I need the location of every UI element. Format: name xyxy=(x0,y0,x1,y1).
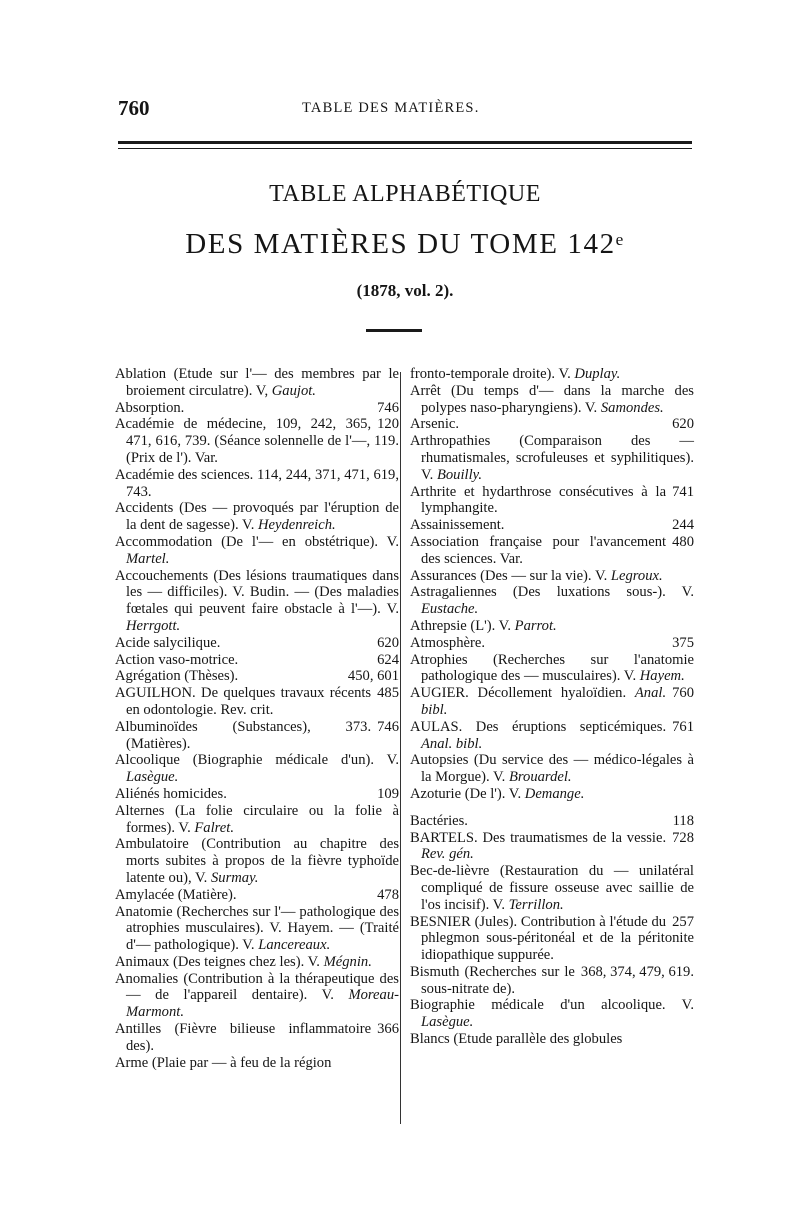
entry-text: Bec-de-lièvre (Restauration du — unilatéral compliqué de fissure osseuse avec saillie de l'os incisif). V. xyxy=(410,863,694,913)
index-entry xyxy=(410,652,694,686)
index-entry xyxy=(410,635,694,652)
title-line-1: TABLE ALPHABÉTIQUE xyxy=(269,181,541,207)
index-entry xyxy=(115,887,399,904)
index-entry xyxy=(410,534,694,568)
entry-page-ref: 118 xyxy=(672,812,694,829)
index-entry xyxy=(410,584,694,618)
index-entry xyxy=(115,836,399,886)
index-entry xyxy=(410,786,694,803)
index-entry xyxy=(115,685,399,719)
entry-text: Alcoolique (Biographie médicale d'un). V. xyxy=(115,752,399,769)
entry-text: BARTELS. Des traumatismes de la vessie. xyxy=(410,829,667,846)
left-column xyxy=(115,366,399,1071)
entry-text: BESNIER (Jules). Contribution à l'étude du phlegmon sous-péritonéal et de la péritonite idiopathique suppurée. xyxy=(410,913,694,964)
entry-page-ref: 109 xyxy=(377,785,399,802)
entry-italic: Lasègue. xyxy=(421,1014,474,1031)
entry-italic: Herrgott. xyxy=(126,617,181,634)
entry-italic: Demange. xyxy=(524,785,585,802)
entry-italic: Brouardel. xyxy=(508,769,572,786)
index-entry xyxy=(115,786,399,803)
index-entry xyxy=(410,1031,694,1048)
entry-text: Atmosphère. xyxy=(410,634,485,651)
entry-italic: Hayem. xyxy=(639,668,685,685)
index-entry xyxy=(115,400,399,417)
entry-text: Assainissement. xyxy=(410,517,505,534)
entry-italic: Martel. xyxy=(126,550,170,567)
entry-page-ref: 366 xyxy=(377,1021,399,1038)
entry-page-ref: 746 xyxy=(377,718,399,735)
index-entry xyxy=(115,971,399,1021)
entry-text: Blancs (Etude parallèle des globules xyxy=(410,1031,623,1048)
index-entry xyxy=(115,719,399,753)
index-entry xyxy=(410,964,694,998)
header-rule-thick xyxy=(118,141,692,144)
entry-text: Bactéries. xyxy=(410,812,468,829)
entry-text: Acide salycilique. xyxy=(115,634,221,651)
index-entry xyxy=(410,719,694,753)
entry-text: Anomalies (Contribution à la thérapeutique des — de l'appareil dentaire). V. xyxy=(115,970,399,1004)
right-column xyxy=(410,366,694,1048)
entry-italic: Mégnin. xyxy=(323,953,372,970)
entry-text: AGUILHON. De quelques travaux récents en odontologie. Rev. crit. xyxy=(115,685,372,718)
index-entry xyxy=(115,668,399,685)
entry-text: Ambulatoire (Contribution au chapitre des morts subites à propos de la fièvre typhoïde latente ou), V. xyxy=(115,836,399,886)
entry-italic: Surmay. xyxy=(211,869,259,886)
entry-text: Albuminoïdes (Substances), 373. (Matières). xyxy=(115,718,372,752)
index-entry xyxy=(410,383,694,417)
entry-text: Biographie médicale d'un alcoolique. V. xyxy=(410,997,694,1014)
entry-text: Association française pour l'avancement des sciences. Var. xyxy=(410,533,667,567)
entry-text: Absorption. xyxy=(115,399,185,416)
index-entry xyxy=(115,1021,399,1055)
entry-text: Assurances (Des — sur la vie). V. xyxy=(410,567,608,584)
entry-text: Azoturie (De l'). V. xyxy=(410,785,522,802)
index-entry xyxy=(115,635,399,652)
entry-italic: Bouilly. xyxy=(436,466,482,483)
entry-text: Académie des sciences. 114, 244, 371, 471, 619, 743. xyxy=(115,466,399,500)
entry-italic: Heydenreich. xyxy=(258,517,336,534)
entry-italic: Falret. xyxy=(194,819,234,836)
index-entry xyxy=(410,484,694,518)
entry-italic: Gaujot. xyxy=(271,382,316,399)
entry-text: Arthropathies (Comparaison des — rhumatismales, scrofuleuses et syphilitiques). V. xyxy=(410,433,694,483)
header-rule-thin xyxy=(118,148,692,149)
index-entry xyxy=(115,1055,399,1072)
entry-text: Atrophies (Recherches sur l'anatomie pathologique des — musculaires). V. xyxy=(410,651,694,685)
title-line-2: DES MATIÈRES DU TOME 142ᵉ xyxy=(185,228,625,260)
index-entry xyxy=(410,568,694,585)
index-entry xyxy=(115,954,399,971)
index-entry xyxy=(115,467,399,501)
entry-italic: Moreau-Marmont. xyxy=(126,987,399,1021)
index-entry xyxy=(410,752,694,786)
entry-text: Anatomie (Recherches sur l'— pathologique des atrophies musculaires). V. Hayem. — (Traité d'— pathologique). V. xyxy=(115,903,399,954)
entry-text: Accommodation (De l'— en obstétrique). V. xyxy=(115,533,399,550)
entry-text: Action vaso-motrice. xyxy=(115,651,239,668)
entry-page-ref: 480 xyxy=(672,533,694,550)
entry-page-ref: 728 xyxy=(672,829,694,846)
entry-text: Amylacée (Matière). xyxy=(115,886,237,903)
entry-italic: Duplay. xyxy=(574,366,621,382)
entry-page-ref: 741 xyxy=(672,483,694,500)
entry-text: Arthrite et hydarthrose consécutives à la lymphangite. xyxy=(410,483,667,517)
entry-text: Athrepsie (L'). V. xyxy=(410,617,511,634)
index-entry xyxy=(410,997,694,1031)
entry-text: AUGIER. Décollement hyaloïdien. xyxy=(410,685,627,702)
column-divider xyxy=(400,372,401,1124)
index-entry xyxy=(410,813,694,830)
entry-italic: Eustache. xyxy=(421,601,479,618)
index-entry xyxy=(115,568,399,635)
index-entry xyxy=(410,685,694,719)
index-entry xyxy=(410,830,694,864)
entry-italic: Lancereaux. xyxy=(258,937,331,954)
index-entry xyxy=(410,517,694,534)
entry-page-ref: 620 xyxy=(377,634,399,651)
index-entry xyxy=(115,904,399,954)
entry-page-ref: 375 xyxy=(672,634,694,651)
index-entry xyxy=(410,416,694,433)
entry-text: Astragaliennes (Des luxations sous-). V. xyxy=(410,584,694,601)
entry-italic: Samondes. xyxy=(600,399,664,416)
entry-text: fronto-temporale droite). V. xyxy=(410,366,571,382)
page-number: 760 xyxy=(118,96,150,120)
entry-page-ref: 761 xyxy=(672,718,694,735)
entry-page-ref: 120 xyxy=(377,416,399,433)
index-entry xyxy=(410,366,694,383)
index-entry xyxy=(410,618,694,635)
entry-italic: Rev. gén. xyxy=(421,846,474,863)
index-entry xyxy=(115,652,399,669)
entry-text: Aliénés homicides. xyxy=(115,785,227,802)
index-entry xyxy=(115,416,399,466)
entry-text: Accidents (Des — provoqués par l'éruption de la dent de sagesse). V. xyxy=(115,500,399,534)
entry-text: Alternes (La folie circulaire ou la folie à formes). V. xyxy=(115,802,399,836)
index-entry xyxy=(410,914,694,964)
entry-italic: Parrot. xyxy=(514,617,557,634)
entry-text: Arme (Plaie par — à feu de la région xyxy=(115,1054,332,1071)
entry-text: Antilles (Fièvre bilieuse inflammatoire des). xyxy=(115,1021,372,1054)
entry-text: Arsenic. xyxy=(410,416,460,433)
entry-text: Agrégation (Thèses). xyxy=(115,668,239,685)
entry-page-ref: 244 xyxy=(672,517,694,534)
index-entry xyxy=(115,752,399,786)
entry-page-ref: 746 xyxy=(377,399,399,416)
entry-italic: Lasègue. xyxy=(126,769,179,786)
index-entry xyxy=(115,803,399,837)
index-entry xyxy=(410,863,694,913)
entry-page-ref: 485 xyxy=(377,685,399,702)
running-title: TABLE DES MATIÈRES. xyxy=(302,100,480,116)
entry-page-ref: 368, 374, 479, 619. xyxy=(580,963,694,980)
entry-italic: Anal. bibl. xyxy=(421,685,667,718)
entry-page-ref: 478 xyxy=(377,886,399,903)
entry-text: Autopsies (Du service des — médico-légales à la Morgue). V. xyxy=(410,752,694,786)
title-line-3: (1878, vol. 2). xyxy=(356,281,454,300)
entry-text: Bismuth (Recherches sur le sous-nitrate de). xyxy=(410,963,575,997)
entry-italic: Terrillon. xyxy=(508,896,564,913)
entry-page-ref: 760 xyxy=(672,685,694,702)
entry-text: Arrêt (Du temps d'— dans la marche des polypes naso-pharyngiens). V. xyxy=(410,382,694,416)
entry-italic: Legroux. xyxy=(610,567,663,584)
entry-text: Accouchements (Des lésions traumatiques dans les — difficiles). V. Budin. — (Des maladies fœtales qui peuvent faire obstacle à l'—). V. xyxy=(115,567,399,618)
entry-page-ref: 620 xyxy=(672,416,694,433)
entry-text: Académie de médecine, 109, 242, 365, 471, 616, 739. (Séance solennelle de l'—, 119. (Prix de l'). Var. xyxy=(115,416,399,466)
entry-page-ref: 450, 601 xyxy=(347,668,399,685)
index-entry xyxy=(115,534,399,568)
entry-text: AULAS. Des éruptions septicémiques. xyxy=(410,718,667,735)
entry-text: Animaux (Des teignes chez les). V. xyxy=(115,953,320,970)
index-entry xyxy=(115,366,399,400)
entry-text: Ablation (Etude sur l'— des membres par le broiement circulatre). V, xyxy=(115,366,399,399)
title-rule xyxy=(366,329,422,332)
entry-italic: Anal. bibl. xyxy=(421,735,483,752)
entry-page-ref: 257 xyxy=(672,913,694,930)
index-entry xyxy=(410,433,694,483)
index-entry xyxy=(115,500,399,534)
running-head xyxy=(118,96,692,126)
entry-page-ref: 624 xyxy=(377,651,399,668)
